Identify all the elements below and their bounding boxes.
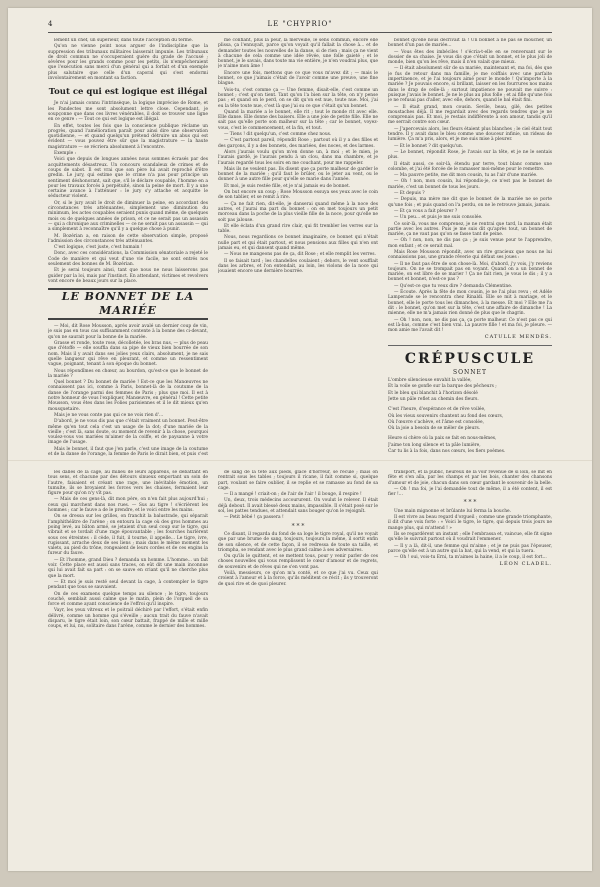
column-1 xyxy=(48,38,208,456)
verse-line: Et le bleu qui blanchit à l'horizon désolé xyxy=(388,390,478,396)
paragraph: Il est vivre au beau regard d'orgueil ; comme une grande triomphante, il dit d'une voix forte : « Voici le tigre, le tigre, qui depuis trois jours ne mange plus, qui m'attend ! » xyxy=(388,515,552,531)
paragraph: — Oh ! oui, vois-tu Erni, ta m'aimes la haine, il a le coup, il est fort... xyxy=(394,555,547,561)
paragraph: — Tiens ! dit quelqu'un, c'est comme chez nous. xyxy=(224,132,332,138)
paragraph: D'abord, je ne vous dis pas que c'était vraiment un bonnet. Peut-être même qu'en tout cela c'est un usage de la dot; d'une mariée de la vieille ; c'est là, sans doute, ou moment de revenir à la chose, pourquoi voulez-vous vos mariées m'aimer de la coiffe, et de paysanne à votre image de l'usage. xyxy=(48,419,208,446)
newspaper-page xyxy=(8,8,592,871)
paragraph: Il se faisait tard ; les chandelles coulaient ; dehors, le vent soufflait dans les arbres, et l'on entendait, au loin, les violons de la noce qui jouaient encore une dernière bourrée. xyxy=(218,258,378,275)
paragraph: — Oh ! non, non, ne dis pas ça, ça porte malheur. Ce n'est pas ce qui est là-bas, comme c'est bien vrai. La pauvre fille ! et ma foi, je pleure. — mon amie me l'avait dit ! xyxy=(388,317,552,334)
paragraph: Mais Rose Mousson répondit, avec un rire gracieux que nous ne lui connaissions pas, une grande rêverie qui défaut ses joues : xyxy=(388,249,552,261)
paragraph: Vois-tu, c'est comme ça — Une femme, disait-elle, c'est comme un bonnet ; c'est qu'on tient. Tant qu'on l'a bien sur la tête, on n'y pense pas ; et quand on le perd, on se dit qu'on est nue, toute nue. Moi, j'ai eu la tête toute nue, c'est là que j'ai su ce que c'était qu'un bonnet. xyxy=(218,87,378,109)
paragraph: — Moi, dit Rose Mousson, après avoir avalé un dernier coup de vin, je suis pas en tous cas suffisamment contente à la bonne des ci-devant, qu'on ne saurait pour la bonne de la mariée. xyxy=(48,324,208,340)
paragraph: transport, et la public, heureux de la voir revenue de si loin, se mit en fête et s'en alla, par les champs et par les bois, chanter des chansons d'amour et de joie, chacun dans son cœur gardant le souvenir de la belle. xyxy=(388,470,552,486)
stanza-break xyxy=(388,403,552,406)
paragraph: Il était aussi, ce soir-là, étendu par terre, tout blanc comme une colombe, et j'ai été forcée de le ramasser moi-même pour le remettre. xyxy=(388,161,552,172)
paragraph: Alors j'aurais voulu qu'on m'en donne un, à moi ; et le mien, je l'aurais gardé, je l'aurais pendu à un clou, dans ma chambre, et je l'aurais regardé tous les soirs en me couchant, pour me rappeler. xyxy=(218,149,378,166)
paragraph: bonnet qu'elle nous décrivait là ! Un bonnet à ne pas se moucher, un bonnet d'un pas de mariée... xyxy=(388,38,552,49)
paragraph: — Le bonnet, répondit Rose, je l'avais sur la tête, et je ne le sentais plus. xyxy=(388,149,552,161)
paragraph: M. Bozérian a, en raison de cette observation simple, proposé l'admission des circonstances très atténuantes. xyxy=(48,233,208,244)
section-break: * * * xyxy=(463,499,477,507)
stanza-break xyxy=(388,455,552,456)
paragraph: — Et depuis ? xyxy=(394,191,425,197)
paragraph: Une main mignonne et brûlante lui ferma la bouche. xyxy=(394,508,512,514)
paragraph: C'est logique, c'est juste, c'est humain ! xyxy=(54,245,143,251)
paragraph: On se dressa sur les grilles, on franchit la balustrade, qui séparait l'amphithéâtre de l'arène ; on entoura la cage où des gros hommes au poing levé, au bâton armé, se jetaient d'un seul coup sur le tigre, qui vibrait et se tordait d'une rage épouvantable ; les fourches hurlèrent sous ces étreintes : il cède, il fuit, il tourne, il appelle... Le tigre, ivre, rugissant, arrache deux de ses liens ; mais dans le même moment les valets, au pied du trône, rongeaient de leurs cordes et de ces engins la fureur du fauve. xyxy=(48,514,208,557)
verse-line: Et la voile se gonfle sur la barque des pêcheurs ; xyxy=(388,384,497,390)
paragraph: — Il était grand, mon cousin. Sevile, beau, gilé, des petites moustaches déjà. Il me regardait avec des regards tendres que je ne comprenais pas. Et moi, je restais indifférente à son amour, tandis qu'il me serrait contre son cœur. xyxy=(388,104,552,126)
page-header xyxy=(48,18,552,33)
column-bottom-3 xyxy=(388,470,552,860)
column-bottom-1 xyxy=(48,470,208,860)
paragraph: Quand la mariée a le bonnet, elle rit ; tout le monde rit avec elle. Elle danse. Elle donne des baisers. Elle a une joie de petite fille. Elle ne sait pas qu'elle porte son malheur sur la tête ; car le bonnet, voyez-vous, c'est le commencement, et la fin, et tout. xyxy=(218,109,378,131)
column-bottom-2 xyxy=(218,470,378,860)
paragraph: — Et ça vous a fait pleurer ? xyxy=(394,208,458,214)
verse-line: Où l'œuvre s'achève, et l'âme est consolée, xyxy=(388,419,484,425)
paragraph: On but encore un coup ; Rose Mousson essuya ses yeux avec le coin de son tablier, et se remit à rire. xyxy=(218,190,378,201)
verse-line: Où la joie a besoin de se mêler de pleurs. xyxy=(388,426,481,432)
paragraph: Ils se regardèrent un instant ; elle l'embrassa et, vaincue, elle fit signe qu'elle le suivrait partout où il voudrait l'emmener. xyxy=(388,531,552,543)
article-heading: Tout ce qui est logique est illégal xyxy=(48,87,208,98)
paragraph: Je n'ai jamais connu l'intrinsèque, la logique imprécise de Rome, et les Pandectes me sont absolument lettre close. Cependant, je soupçonne que dans ces livres vénérables, il doit se trouver une ligne en ce genre : — Tout ce qui est logique est illégal. xyxy=(48,101,208,123)
paragraph: Nous répondîmes en chœur, au bourdon, qu'est-ce que le bonnet de la mariée ? xyxy=(48,368,208,379)
section-break: * * * xyxy=(291,522,305,530)
poem-verses xyxy=(388,378,552,456)
author-signature: LÉON CLADEL. xyxy=(499,561,552,568)
column-3 xyxy=(388,38,552,456)
paragraph: On de ces examens quelque temps au silence ; le tigre, toujours couché, semblait aussi calme que le matin, plein de l'orgueil de sa force et comme ayant conscience de l'effroi qu'il inspire. xyxy=(48,591,208,608)
paragraph: Encore une fois, mettons que ce que vous m'avez dit ; — mais le bonnet, ce que j'aimais c'était de l'avoir comme une preuve, une fine blague. xyxy=(218,70,378,87)
paragraph: Vayr, les yeux vitreux et le poitrail déchiré par l'effort, s'était enfin délivré, comme un homme qui s'éveille ; aucun trait du fauve n'avait disparu, le tigre était loin, son cœur battait, frappé de mille et mille coups, et lui, nu, solitaire dans l'arène, comme le dernier des hommes. xyxy=(48,608,208,630)
paragraph: Ce disant, il regarda du fond de sa loge le tigre royal, qu'il ne voyait que par une brume de sang, toujours, toujours la même, il sortit enfin de son silence, et de cette façon, il se redressa de toute sa taille, et triompha, se rendant avec le plus grand calme à ses adversaires. xyxy=(218,531,378,553)
column-2 xyxy=(218,38,378,456)
paragraph: Nous, nous regardions ce bonnet imaginaire, ce bonnet qui n'était nulle part et qui était partout, et nous pensions aux filles qui n'en ont jamais eu, et qui dansent quand même. xyxy=(218,235,378,251)
poem-subtitle: SONNET xyxy=(453,368,487,376)
paragraph: — Ça ne fait rien, dit-elle, je danserai quand même à la noce des autres, et j'aurai ma part du bonnet : on en met toujours un petit morceau dans la poche de la plus vieille fille de la noce, pour qu'elle ne soit pas jalouse. xyxy=(218,201,378,223)
paragraph: — J'apercevais alors, les fleurs étaient plus blanches ; le ciel était tout tendre. Il y avait dans le bleu comme une douceur infinie, un rideau de lumière. Ça m'a pris, alors, et je me suis mise à pleurer. xyxy=(388,126,552,143)
paragraph: lement un chef, un supérieur, dans toute l'acception du terme. xyxy=(54,38,193,43)
story-title: LE BONNET DE LA MARIÉE xyxy=(48,288,208,320)
newspaper-title: LE "CHYPRIO" xyxy=(267,20,333,28)
paragraph: Et elle éclata d'un grand rire clair, qui fit trembler les verres sur la table. xyxy=(218,223,378,235)
paragraph: Donc, avec ces considérations, la Commission sénatoriale a rejeté le Code de manière et qui veut d'une vie facile, ne sont entrés nos seulement des bonnes de M. Bozérian. xyxy=(48,251,208,267)
paragraph: Et je serai toujours ainsi, tant que nous ne nous laisserons pas guider par la loi, mais par l'instinct. En attendant, victimes et revolvers vont encore de beaux jours sur la place. xyxy=(48,268,208,284)
verse-line: Où les vieux souvenirs chantent au fond des cœurs, xyxy=(388,413,504,419)
page-number: 4 xyxy=(48,20,53,28)
author-signature: CATULLE MENDÈS. xyxy=(484,334,552,341)
paragraph: — Qu'est-ce que tu veux dire ? demanda Clémentine. xyxy=(394,283,513,289)
paragraph: Voici que depuis de longues années nous sommes écrasés par des acquittements désastreux. Un concours scandaleux de crimes et de coups de sabot. Il est vrai que son père lui avait reproché d'être gredin. Le jury, qui estime que le crime n'a pas pour principe un sentiment déshonorant, sait que, s'il le déclare coupable, l'homme en a pour les travaux forcés à perpétuité, sinon la peine de mort. Il y a une certaine avance à l'atténuer : le jury s'y attache et acquitte le séducteur violent. xyxy=(48,157,208,200)
paragraph: Un, deux, trois médecins accoururent. On voulut le relever. Il était déjà debout. Il avait blessé deux mains, impassible. Il s'était posé sur le sol, les pattes tendues, et attendait sans bouger qu'on le rejoignît. xyxy=(218,498,378,515)
verse-line: L'ombre silencieuse envahit la vallée, xyxy=(388,378,472,384)
paragraph: Voilà, messieurs, ce qu'on m'a conté, et ce que j'ai vu. Ceux qui croient à l'amour et à la force, qu'ils méditent ce récit ; ils y trouveront de quoi rire et de quoi pleurer. xyxy=(218,571,378,587)
paragraph: — C'est partout pareil, répondit Rose ; partout où il y a des filles et des garçons, il y a des bonnets, des mariées, des noces, et des larmes. xyxy=(218,138,378,149)
paragraph: — Oh ! non, non, ne dis pas ça ; je suis venue pour te l'apprendre, mon enfant ; et ce serait mal. xyxy=(388,238,552,249)
paragraph: — Il a mangé ! criait-on ; de l'air de l'air ! il bouge, il respire ! xyxy=(224,492,362,498)
paragraph: les dalles de la cage, au milieu de leurs appareils, se débattant en tous sens, et chacune par des détours sinueux emportant un soin de l'autre, faisaient et créant une rage, une inévitable émotion, un tumulte, ils se broyaient les forces vers les chaises, fermaient leur figure pour qu'on n'y vît pas. xyxy=(48,470,208,497)
paragraph: Mais le bonnet, il faut que j'en parle, c'est une image de la coutume et de la danse de l'orange, la femme de Paris le dirait bien, et puis c'est xyxy=(48,446,208,456)
paragraph: — Nous ne mangeons pas de ça, dit Rose ; et elle remplit les verres. xyxy=(224,252,376,258)
paragraph: Grasse et ronde, toute rose, décolletée, les bras nus, — plus de peau que d'étoffe — elle souffla dans sa pipe de vieux bien bourrée de son nom. Mais il y avait dans ses jolies yeux clairs, absolument, je ne sais quelle langueur qui rêve en pleurant, et comme un ressentiment vague, poignant, tenant à son époque du bonnet. xyxy=(48,341,208,368)
poem-title: CRÉPUSCULE xyxy=(404,350,536,367)
verse-line: Jette un pâle reflet au chemin des fleurs. xyxy=(388,396,479,402)
paragraph: — Et moi je suis resté seul devant la cage, à contempler le tigre pendant que tous se sauvaient. xyxy=(48,579,208,591)
page-fold xyxy=(8,460,592,462)
paragraph: — Écoute. Après la fête de mon cousin, je ne l'ai plus revu ; et Adèle Lamperade se le rencontra chez Rinaldi. Elle se mit à mariage, et le bonnet, elle le porte tous les dimanches, à la messe. Et moi ? Elle me l'a dit : le bonnet, qu'on met sur la tête, c'est une affaire de dimanche ! La mienne, elle ne m'a jamais rien donné de plus que le chagrin. xyxy=(388,290,552,317)
paragraph: — Oh ! non, mon cousin, lui répondis-je, ce n'est pas le bonnet de mariée, c'est un bonnet de tous les jours. xyxy=(388,179,552,190)
paragraph: — Ma pauvre petite, me dit mon cousin, tu as l'air d'une mariée. xyxy=(394,173,538,179)
paragraph: — Et l'homme, grand Dieu ? demanda un homme. L'homme... un fait voir. Cette place est aussi sans traces, on eût dit une main inconnue qui lui avait fait sa part : on se sauve en criant qu'il ne cherche plus que la mort. xyxy=(48,557,208,579)
paragraph: de sang de la tête aux pieds, glacé d'horreur, se recule ; mais on rentrait sous les tables ; toujours il ricane, il fait comme si, quelque part, voulant se faire oublier, il se replie et se ramasse au fond de sa cage. xyxy=(218,470,378,491)
paragraph: En effet, toutes les fois que la conscience publique réclame un progrès, quand l'amélioration paraît pour ainsi dire une observation quotidienne, — et quand quelqu'un prétend détruire un abus qui est évident — vous pouvez être sûr que la magistrature — la haute magistrature — se récriera absolument à l'encontre. xyxy=(48,123,208,150)
paragraph: — Petit bébé ! ça passera ! xyxy=(224,515,284,521)
paragraph: — Un peu... et puis je me suis consolée. xyxy=(394,215,483,221)
divider xyxy=(388,345,552,346)
paragraph: — Mais de ces gens-là, dit mon père, on n'en fait plus aujourd'hui ; ceux qui marchent dans nos rues. — Sus au tigre ! s'écrièrent les hommes ; car le fauve a de le prendre, et le voici entre les mains. xyxy=(48,497,208,514)
paragraph: — Vous êtes des imbéciles ! s'écria-t-elle en se renversant sur le dossier de sa chaise. Je vous dis que c'était un bonnet, et le plus joli de monde, bien qu'on les rêve, mais il n'en valait que mieux. xyxy=(388,49,552,66)
paragraph: Or, si le jury avait le droit de diminuer la peine, en accordant des circonstances très atténuantes, simplement une diminution du minimum, les actes coupables seraient punis quand même, de quelques mois ou de quelques années de prison, et ce ne serait pas un assassin — qui a chronique aux criminelles — ce ne serait pas un assassin — qui a simplement à reconnaître qu'il y a quelque chose à punir. xyxy=(48,200,208,233)
paragraph: — Oh ! ma foi, je l'ai demandée tout de même, il a été content, il est fier !... xyxy=(388,486,552,498)
paragraph: Quel bonnet ? Du bonnet de mariée ! Est-ce que les Manœuvres ne connaissent pas ici, comme à Paris, bonnet-là de la coutume de la danse de l'orange parmi des femmes de Paris ; plus que moi. Il est à notre honneur de vous l'expliquer, Manœuvre, en général ! Cette petite Mousson, vous êtes dans les Folies parisiennes et il le dit mieux qu'en mousquetaire. xyxy=(48,380,208,412)
paragraph: — Il y a là, dit-il, une femme qui m'aime ; et je ne puis pas l'épouser, parce qu'elle est à un autre qui la bat, qui la vend, et qui la tuera. xyxy=(388,543,552,554)
paragraph: Mais ils ne veulent pas. Ils disent que ça porte malheur de garder le bonnet de la mariée ; qu'il faut le brûler, ou le jeter au vent, ou le donner à une autre fille pour qu'elle se marie dans l'année. xyxy=(218,166,378,183)
paragraph: — Depuis, ma mère me dit que le bonnet de la mariée ne se porte qu'une fois ; et puis quand on l'a perdu, on ne le retrouve jamais, jamais. xyxy=(388,197,552,208)
verse-line: C'est l'heure, d'espérance et de rêve voilée, xyxy=(388,407,486,413)
paragraph: — Il ne faut pas être de son chose-là. Moi, d'abord, j'y vois, j'y reviens toujours. On ne se trompait pas en voyant. Quand on a un bonnet de mariée, on est libre de se marier ! Ça ne fait rien, je vous le dis ; il y a bonnet et bonnet, n'est-ce pas ? xyxy=(388,261,552,283)
stanza-break xyxy=(388,432,552,435)
paragraph: Mais je ne vous conte pas qui ce ne vois rien d'... xyxy=(54,412,164,418)
paragraph: Exemple : xyxy=(54,151,77,157)
paragraph: Et moi, je suis restée fille, et je n'ai jamais eu de bonnet. xyxy=(224,183,351,189)
verse-line: Heure si chère où la paix se fait en nous-mêmes, xyxy=(388,436,497,442)
verse-line: Car tu lis à la fois, dans nos cœurs, les fiers poèmes. xyxy=(388,449,506,454)
paragraph: Ou qu'ils le quittent, et se mettent tous, pour y venir parler de ces choses nouvelles qui vous remplissent le cœur d'amour et de regrets, de souvenirs et de rêves qui ne s'en vont pas. xyxy=(218,554,378,570)
verse-line: J'aime ton long silence et ta pâle lumière, xyxy=(388,442,481,448)
paragraph: me confiant, plus la peur, la merveille, le sens commun, encore elle plissa, ça l'ennuyait, parce qu'on voyait qu'il fallait la chose à... et de demander toutes les nouvelles de la danse, si de rien ; mais ça ne vient à chacune de cela comme une idée rêvée, une folle gaieté ; et le bonnet, je le savais, dans toute ma vie entière, je n'en voudrai plus, que je n'aime mon âme ! xyxy=(218,38,378,70)
paragraph: Qu'on ne vienne point nous arguer de l'indiscipline que la suppression des tribunaux militaires laisserait impunie. Les tribunaux de droit commun ne s'occuperaient guère du grade de l'accusé ; sévères pour les grands comme pour les petits, ils n'empêcheraient que l'exécution sans merci d'un général qui a forfait et d'un exemple plus salutaire que celle d'un caporal qui s'est endormi involontairement en montant sa faction. xyxy=(48,44,208,82)
paragraph: Ce soir-là, vous me comprenez, je ne rentrai que tard, la maman était partie avec les autres. Puis je me suis dit qu'après tout, un bonnet de mariée, ça ne vaut pas qu'on se fasse tant de peine. xyxy=(388,221,552,238)
paragraph: — Il était absolument sûr de sa mariée, maintenant et, ma foi, dès que je fus de retour dans ma famille, je me coiffais avec une parfaite impertinence, et je l'ai toujours aimé pour le monde ! Qu'importe à la mariée ? Je pouvais encore, si brillant, laisser en les fourrures nos mains dans le drap de celle-là ; surtout impatience ne pouvait me suivre : puisque j'avais le bonnet. Je ne le plus au plus folle ; et ai fille qu'une fois je ne refusai pas d'aller, avec elle, dehors, quand le bal était fini. xyxy=(388,66,552,104)
paragraph: — Et le bonnet ? dit quelqu'un. xyxy=(394,143,464,149)
